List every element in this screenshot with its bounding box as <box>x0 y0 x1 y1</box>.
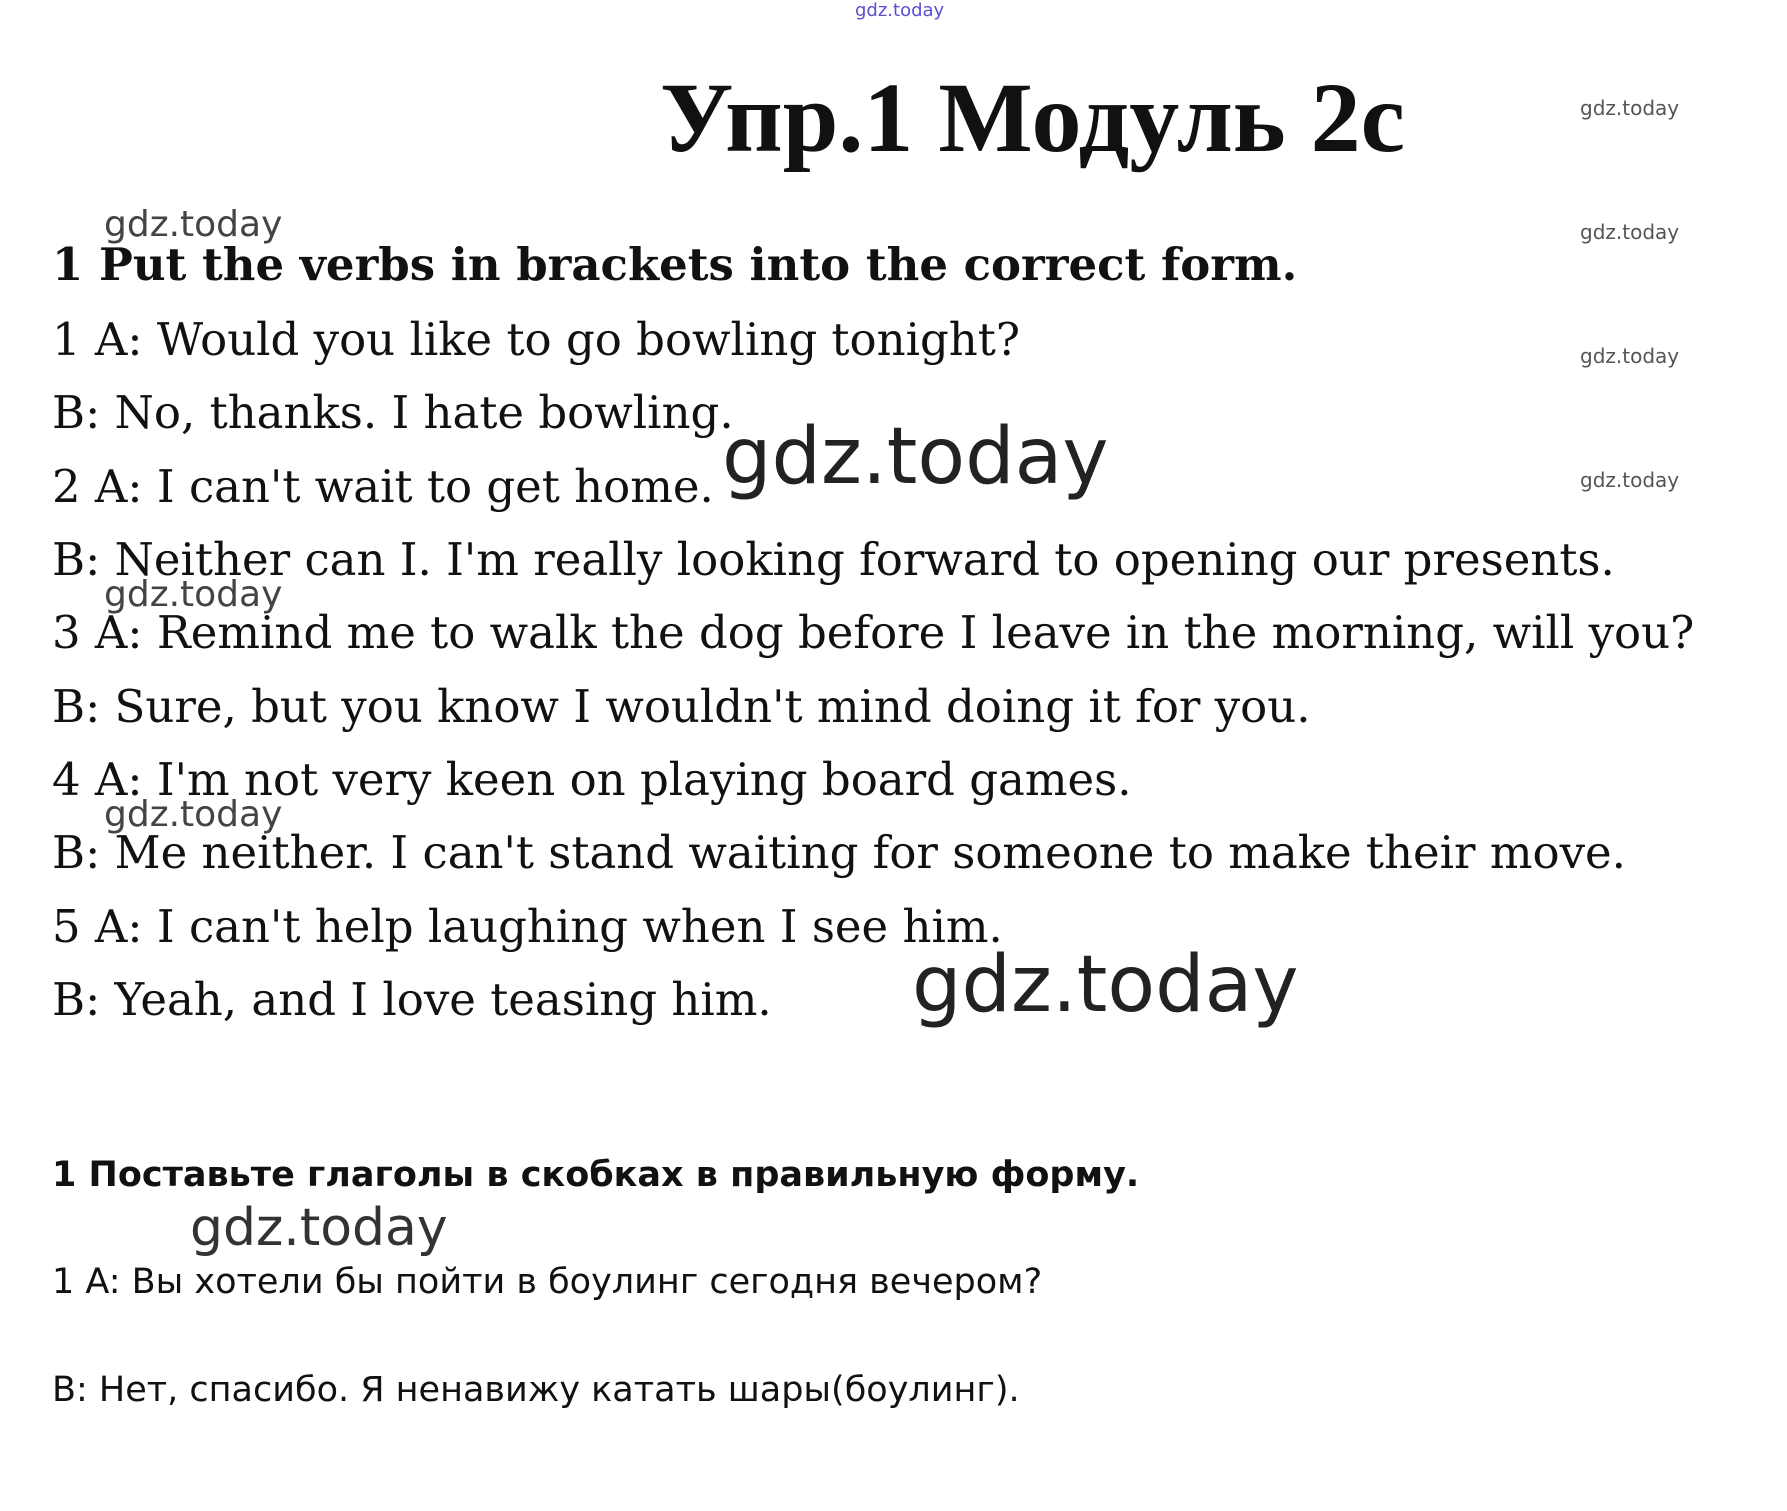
watermark-left-1: gdz.today <box>104 204 283 245</box>
dialogue-line: 4 A: I'm not very keen on playing board games. <box>52 753 1132 806</box>
watermark-side-2: gdz.today <box>1580 220 1680 244</box>
watermark-side-4: gdz.today <box>1580 468 1680 492</box>
watermark-left-2: gdz.today <box>104 574 283 615</box>
dialogue-line: B: No, thanks. I hate bowling. <box>52 386 734 439</box>
dialogue-line: 3 A: Remind me to walk the dog before I leave in the morning, will you? <box>52 606 1695 659</box>
watermark-large-1: gdz.today <box>722 412 1109 502</box>
watermark-left-3: gdz.today <box>104 794 283 835</box>
dialogue-line: 1 A: Would you like to go bowling tonight? <box>52 313 1020 366</box>
translation-line: B: Нет, спасибо. Я ненавижу катать шары(боулинг). <box>52 1370 1020 1410</box>
exercise-heading-ru: 1 Поставьте глаголы в скобках в правильную форму. <box>52 1155 1140 1195</box>
watermark-side-1: gdz.today <box>1580 96 1680 120</box>
dialogue-line: 5 A: I can't help laughing when I see him. <box>52 900 1003 953</box>
dialogue-line: B: Yeah, and I love teasing him. <box>52 973 772 1026</box>
dialogue-line: B: Sure, but you know I wouldn't mind doing it for you. <box>52 680 1311 733</box>
watermark-large-2: gdz.today <box>912 940 1299 1030</box>
translation-line: 1 A: Вы хотели бы пойти в боулинг сегодня вечером? <box>52 1262 1043 1302</box>
watermark-top: gdz.today <box>855 0 945 21</box>
page-title: Упр.1 Модуль 2c <box>660 62 1406 173</box>
watermark-side-3: gdz.today <box>1580 344 1680 368</box>
dialogue-line: 2 A: I can't wait to get home. <box>52 460 714 513</box>
exercise-heading-en: 1 Put the verbs in brackets into the correct form. <box>52 238 1298 291</box>
watermark-mid: gdz.today <box>190 1198 448 1258</box>
dialogue-line: B: Neither can I. I'm really looking forward to opening our presents. <box>52 533 1615 586</box>
dialogue-line: B: Me neither. I can't stand waiting for someone to make their move. <box>52 826 1626 879</box>
